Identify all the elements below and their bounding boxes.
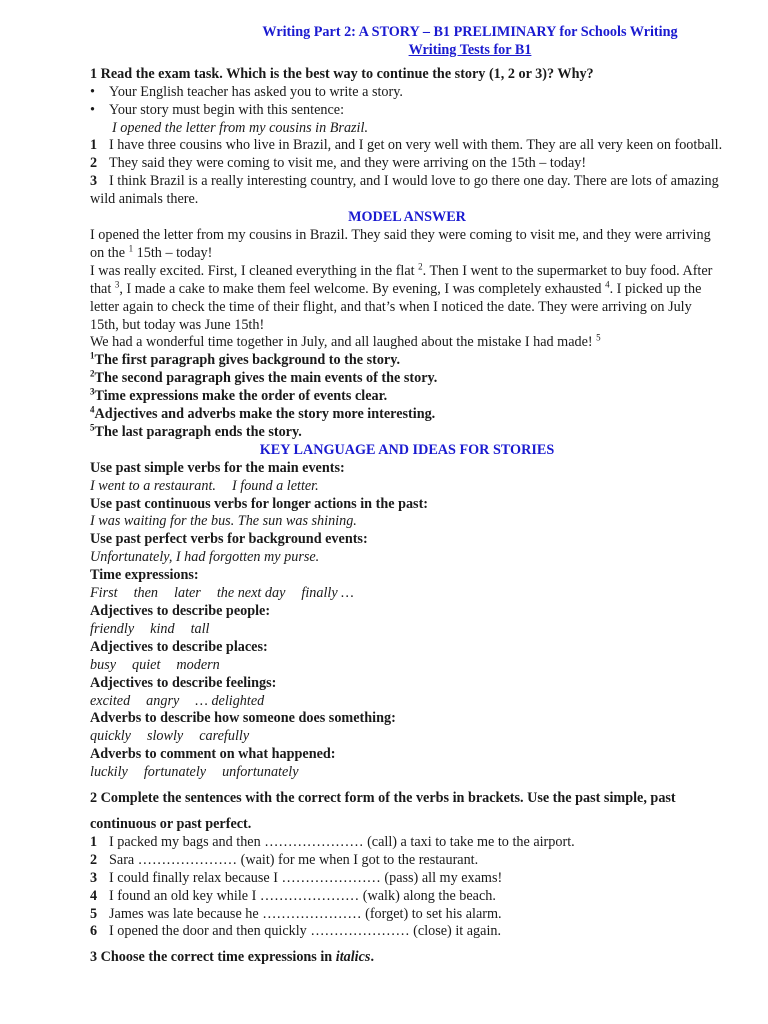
key-heading-adverbs-how: Adverbs to describe how someone does something: [90,710,396,727]
key-heading-adverbs-comment: Adverbs to comment on what happened: [90,746,336,763]
note-4: $^4$Adjectives and adverbs make the story more interesting. [90,404,436,423]
task-1-bullet-1: • Your English teacher has asked you to write a story. [90,83,403,100]
key-heading-time-expressions: Time expressions: [90,567,199,584]
key-examples-time-expressions: First then later the next day finally … [90,585,354,602]
option-1: 1 I have three cousins who live in Brazil, and I get on very well with them. They are all very keen on football. [90,137,723,154]
key-heading-past-perfect: Use past perfect verbs for background events: [90,531,368,548]
note-2: $^2$The second paragraph gives the main events of the story. [90,368,438,387]
task-2-heading-line-1: 2 Complete the sentences with the correct form of the verbs in brackets. Use the past simple, past [90,790,676,807]
key-examples-adjectives-people: friendly kind tall [90,620,210,637]
exercise-item-1: 1 I packed my bags and then ………………… (call) a taxi to take me to the airport. [90,833,575,850]
model-paragraph-2: I was really excited. First, I cleaned everything in the flat $^2$. Then I went to the supermarket to buy food. After that $^3$, I made a cake to make them feel welcome. By evening, I was completely exhausted $^4$. I picked up the letter again to check the time of their flight, and that’s when I noticed the date. They were arriving on July 15th, but today was June 15th! [90,261,713,333]
exercise-item-6: 6 I opened the door and then quickly ………………… (close) it again. [90,923,502,940]
task-2-heading-line-2: continuous or past perfect. [90,815,252,832]
title-line-2: Writing Tests for B1 [408,41,532,58]
option-2: 2 They said they were coming to visit me, and they were arriving on the 15th – today! [90,155,587,172]
exercise-item-5: 5 James was late because he ………………… (forget) to set his alarm. [90,905,502,922]
title-line-1: Writing Part 2: A STORY – B1 PRELIMINARY for Schools Writing [262,24,678,40]
key-heading-adjectives-feelings: Adjectives to describe feelings: [90,674,277,691]
exercise-item-4: 4 I found an old key while I ………………… (walk) along the beach. [90,887,496,904]
task-1-heading: 1 Read the exam task. Which is the best way to continue the story (1, 2 or 3)? Why? [90,65,594,82]
story-opening-sentence: I opened the letter from my cousins in Brazil. [112,119,368,136]
model-paragraph-1: I opened the letter from my cousins in Brazil. They said they were coming to visit me, and they were arriving on the $^1$ 15th – today! [90,226,711,261]
key-examples-past-perfect: Unfortunately, I had forgotten my purse. [90,549,320,566]
key-examples-adjectives-places: busy quiet modern [90,656,220,673]
document-title [170,24,768,60]
model-answer-title: MODEL ANSWER [348,209,466,226]
key-examples-past-simple: I went to a restaurant. I found a letter. [90,477,319,494]
key-examples-adverbs-comment: luckily fortunately unfortunately [90,764,299,781]
key-examples-adjectives-feelings: excited angry … delighted [90,692,265,709]
task-1-bullet-2: • Your story must begin with this sentence: [90,101,345,118]
note-5: $^5$The last paragraph ends the story. [90,422,302,440]
key-examples-past-continuous: I was waiting for the bus. The sun was shining. [90,513,357,530]
model-paragraph-3: We had a wonderful time together in July, and all laughed about the mistake I had made! $^5$ [90,332,601,351]
key-heading-adjectives-places: Adjectives to describe places: [90,638,268,655]
exercise-item-2: 2 Sara ………………… (wait) for me when I got to the restaurant. [90,851,479,868]
key-language-title: KEY LANGUAGE AND IDEAS FOR STORIES [259,441,555,458]
exercise-item-3: 3 I could finally relax because I ………………… (pass) all my exams! [90,869,503,886]
note-1: $^1$The first paragraph gives background to the story. [90,350,401,369]
note-3: $^3$Time expressions make the order of events clear. [90,386,388,405]
key-examples-adverbs-how: quickly slowly carefully [90,728,250,745]
key-heading-past-continuous: Use past continuous verbs for longer actions in the past: [90,495,429,512]
key-heading-past-simple: Use past simple verbs for the main events: [90,459,345,476]
task-3-heading: 3 Choose the correct time expressions in italics. [90,949,374,966]
key-heading-adjectives-people: Adjectives to describe people: [90,603,271,619]
option-3: 3 I think Brazil is a really interesting country, and I would love to go there one day. There are lots of amazing wild animals there. [90,173,719,208]
